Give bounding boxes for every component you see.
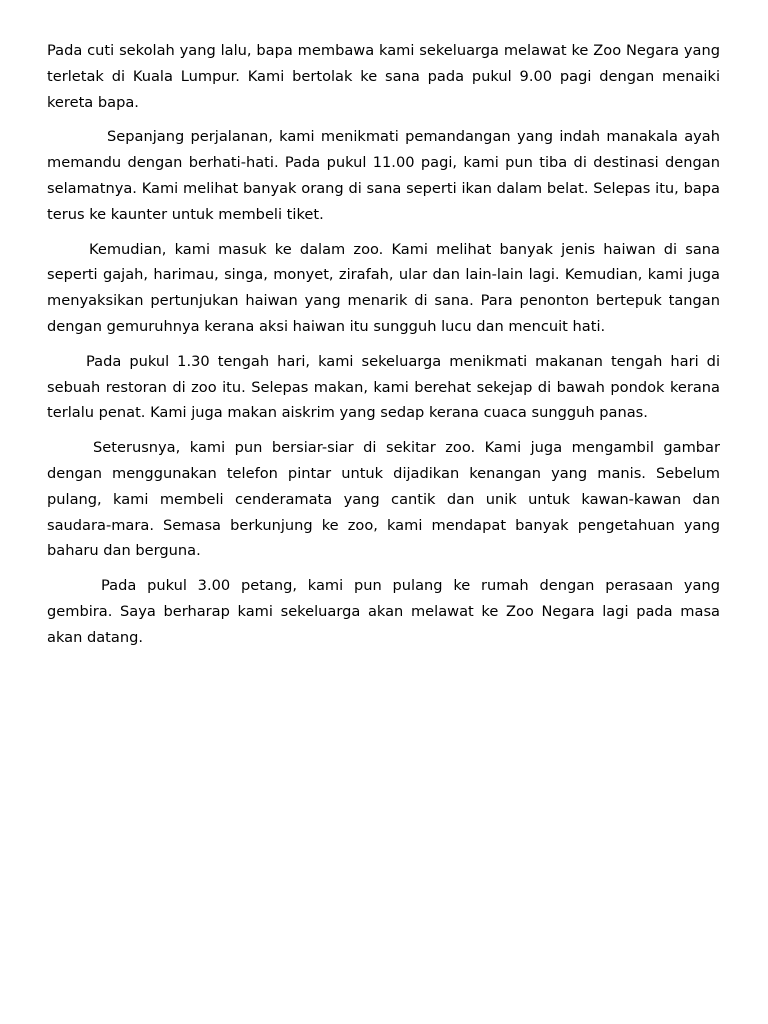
paragraph-1: Pada cuti sekolah yang lalu, bapa membawa kami sekeluarga melawat ke Zoo Negara yang terletak di Kuala Lumpur. Kami bertolak ke sana pada pukul 9.00 pagi dengan menaiki kereta bapa.: [47, 42, 720, 111]
paragraph-2: Sepanjang perjalanan, kami menikmati pemandangan yang indah manakala ayah memandu dengan berhati-hati. Pada pukul 11.00 pagi, kami pun tiba di destinasi dengan selamatnya. Kami melihat banyak orang di sana seperti ikan dalam belat. Selepas itu, bapa terus ke kaunter untuk membeli tiket.: [47, 128, 720, 223]
paragraph-3: Kemudian, kami masuk ke dalam zoo. Kami melihat banyak jenis haiwan di sana seperti gajah, harimau, singa, monyet, zirafah, ular dan lain-lain lagi. Kemudian, kami juga menyaksikan pertunjukan haiwan yang menarik di sana. Para penonton bertepuk tangan dengan gemuruhnya kerana aksi haiwan itu sungguh lucu dan mencuit hati.: [47, 240, 720, 335]
paragraph-6: Pada pukul 3.00 petang, kami pun pulang ke rumah dengan perasaan yang gembira. Saya berharap kami sekeluarga akan melawat ke Zoo Negara lagi pada masa akan datang.: [47, 577, 720, 646]
paragraph-4: Pada pukul 1.30 tengah hari, kami sekeluarga menikmati makanan tengah hari di sebuah restoran di zoo itu. Selepas makan, kami berehat sekejap di bawah pondok kerana terlalu penat. Kami juga makan aiskrim yang sedap kerana cuaca sungguh panas.: [47, 352, 720, 422]
paragraph-5: Seterusnya, kami pun bersiar-siar di sekitar zoo. Kami juga mengambil gambar dengan menggunakan telefon pintar untuk dijadikan kenangan yang manis. Sebelum pulang, kami membeli cenderamata yang cantik dan unik untuk kawan-kawan dan saudara-mara. Semasa berkunjung ke zoo, kami mendapat banyak pengetahuan yang baharu dan berguna.: [47, 439, 720, 560]
